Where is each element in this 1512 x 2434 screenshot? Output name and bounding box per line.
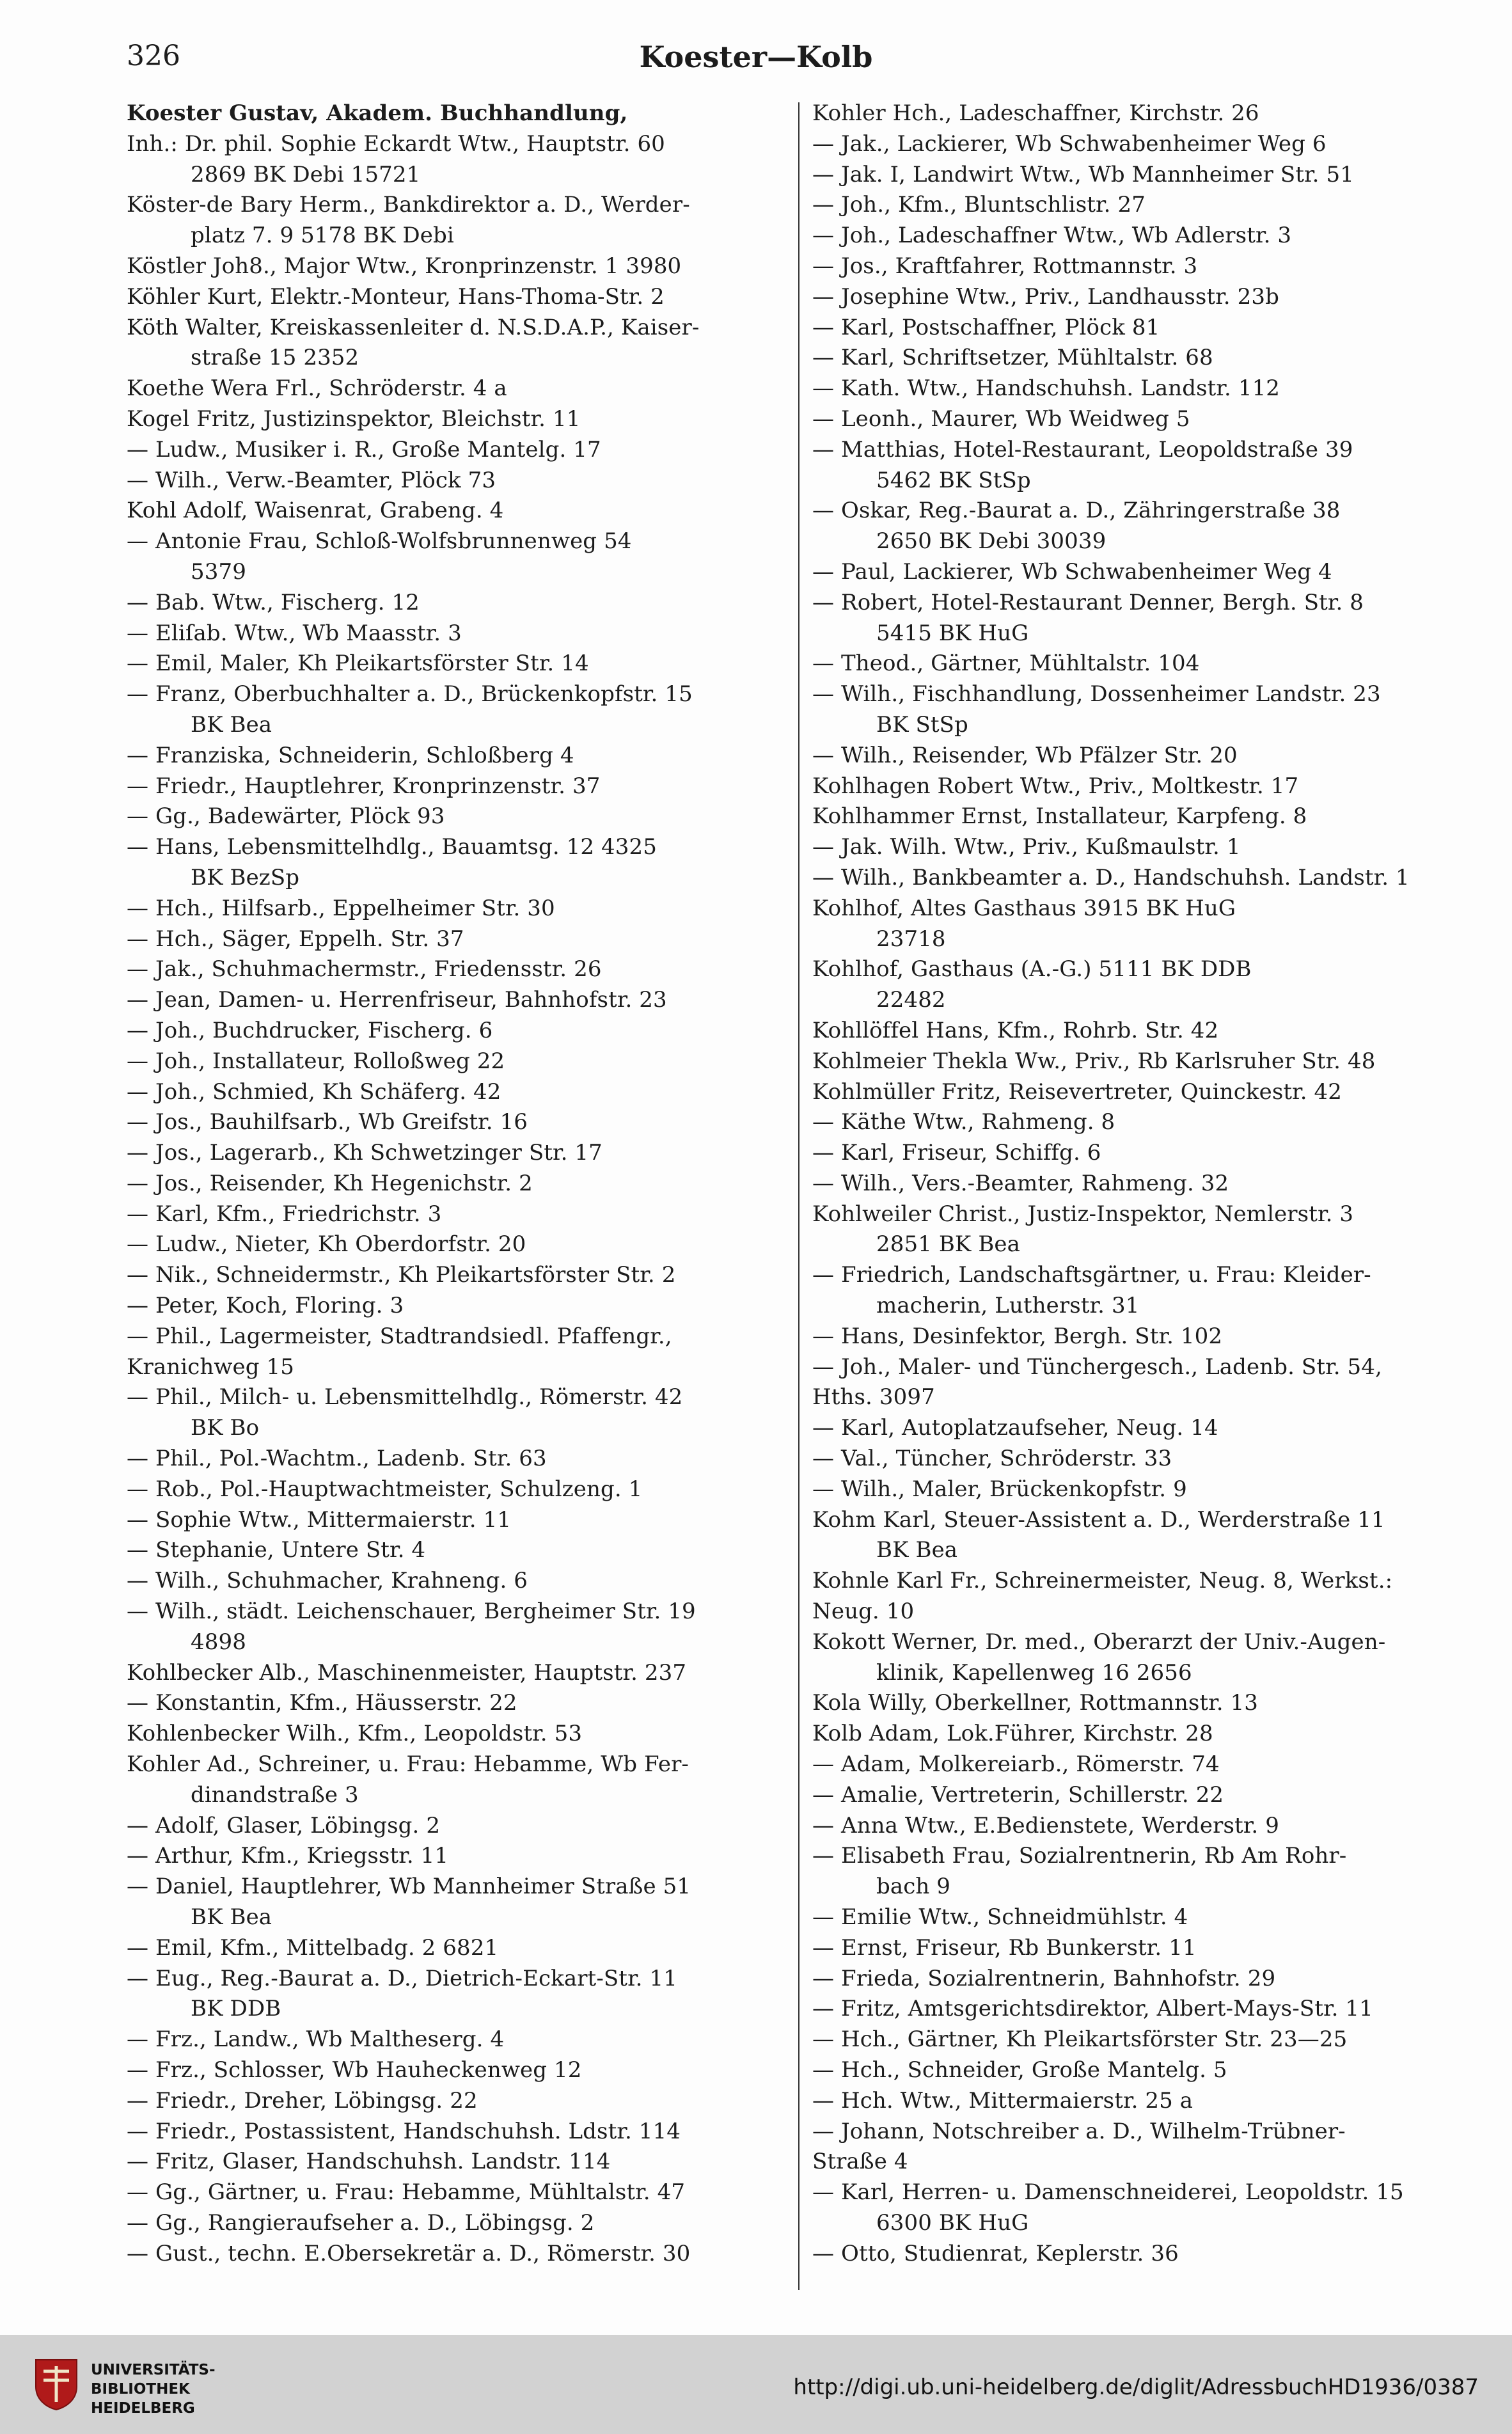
directory-entry-line: — Konstantin, Kfm., Häusserstr. 22 [127, 1690, 517, 1716]
directory-entry-line: — Karl, Friseur, Schiffg. 6 [812, 1140, 1101, 1166]
directory-entry-line: — Phil., Lagermeister, Stadtrandsiedl. Pfaffengr., [127, 1323, 672, 1349]
directory-entry-line: — Otto, Studienrat, Keplerstr. 36 [812, 2240, 1179, 2266]
directory-entry-line: — Jos., Reisender, Kh Hegenichstr. 2 [127, 1170, 533, 1196]
directory-entry-line: Kohlenbecker Wilh., Kfm., Leopoldstr. 53 [127, 1721, 583, 1747]
directory-entry-line: — Eliſab. Wtw., Wb Maasstr. 3 [127, 620, 462, 646]
directory-entry-line: BK Bea [876, 1537, 958, 1563]
directory-entry-line: — Jos., Lagerarb., Kh Schwetzinger Str. 17 [127, 1140, 602, 1166]
directory-entry-line: — Karl, Postschaffner, Plöck 81 [812, 314, 1160, 340]
directory-entry-line: — Hans, Desinfektor, Bergh. Str. 102 [812, 1323, 1223, 1349]
directory-entry-line: 5462 BK StSp [876, 467, 1031, 493]
directory-entry-line: — Gg., Rangieraufseher a. D., Löbingsg. 2 [127, 2209, 595, 2236]
directory-entry-line: — Jean, Damen- u. Herrenfriseur, Bahnhofstr. 23 [127, 987, 667, 1013]
directory-entry-line: dinandstraße 3 [191, 1782, 359, 1808]
directory-entry-line: — Leonh., Maurer, Wb Weidweg 5 [812, 406, 1190, 432]
directory-entry-line: — Jos., Bauhilfsarb., Wb Greifstr. 16 [127, 1109, 528, 1135]
directory-entry-line: — Wilh., Bankbeamter a. D., Handschuhsh. Landstr. 1 [812, 864, 1410, 890]
directory-entry-line: — Joh., Maler- und Tünchergesch., Ladenb. Str. 54, [812, 1354, 1382, 1380]
directory-entry-line: — Joh., Buchdrucker, Fischerg. 6 [127, 1017, 493, 1043]
page-number: 326 [127, 40, 180, 72]
directory-entry-line: Hths. 3097 [812, 1384, 935, 1411]
running-head: Koester—Kolb [639, 40, 873, 74]
directory-entry-line: — Hch. Wtw., Mittermaierstr. 25 a [812, 2087, 1193, 2114]
directory-entry-line: — Wilh., Fischhandlung, Dossenheimer Landstr. 23 [812, 681, 1381, 707]
directory-entry-line: — Nik., Schneidermstr., Kh Pleikartsförster Str. 2 [127, 1262, 676, 1288]
directory-entry-line: 2851 BK Bea [876, 1231, 1021, 1258]
footer-bar [0, 2335, 1512, 2434]
directory-entry-line: — Peter, Koch, Floring. 3 [127, 1293, 404, 1319]
directory-entry-line: 22482 [876, 987, 946, 1013]
directory-entry-line: 4898 [191, 1629, 246, 1655]
directory-entry-line: Köster-de Bary Herm., Bankdirektor a. D., Werder- [127, 192, 690, 218]
column-divider [798, 102, 799, 2290]
directory-entry-line: Koethe Wera Frl., Schröderstr. 4 a [127, 375, 507, 402]
directory-entry-line: — Karl, Herren- u. Damenschneiderei, Leopoldstr. 15 [812, 2179, 1404, 2206]
directory-entry-line: platz 7. 9 5178 BK Debi [191, 223, 454, 249]
directory-entry-line: Koester Gustav, Akadem. Buchhandlung, [127, 100, 628, 126]
directory-entry-line: — Jak. Wilh. Wtw., Priv., Kußmaulstr. 1 [812, 834, 1241, 860]
directory-entry-line: — Adolf, Glaser, Löbingsg. 2 [127, 1812, 441, 1838]
directory-entry-line: straße 15 2352 [191, 345, 359, 371]
directory-entry-line: — Franz, Oberbuchhalter a. D., Brückenkopfstr. 15 [127, 681, 693, 707]
directory-entry-line: — Wilh., Maler, Brückenkopfstr. 9 [812, 1476, 1187, 1502]
directory-entry-line: bach 9 [876, 1874, 951, 1900]
directory-entry-line: — Frz., Landw., Wb Maltheserg. 4 [127, 2027, 505, 2053]
university-seal-icon [33, 2357, 79, 2411]
directory-entry-line: — Jos., Kraftfahrer, Rottmannstr. 3 [812, 253, 1198, 279]
directory-entry-line: — Wilh., Schuhmacher, Krahneng. 6 [127, 1568, 528, 1594]
directory-entry-line: — Rob., Pol.-Hauptwachtmeister, Schulzeng. 1 [127, 1476, 643, 1502]
directory-entry-line: — Frieda, Sozialrentnerin, Bahnhofstr. 29 [812, 1965, 1276, 1991]
directory-entry-line: — Kath. Wtw., Handschuhsh. Landstr. 112 [812, 375, 1280, 402]
directory-entry-line: BK DDB [191, 1996, 281, 2022]
directory-entry-line: — Wilh., Vers.-Beamter, Rahmeng. 32 [812, 1170, 1229, 1196]
directory-entry-line: BK Bea [191, 711, 272, 738]
directory-entry-line: — Emil, Kfm., Mittelbadg. 2 6821 [127, 1934, 499, 1961]
directory-entry-line: — Amalie, Vertreterin, Schillerstr. 22 [812, 1782, 1224, 1808]
directory-entry-line: — Karl, Schriftsetzer, Mühltalstr. 68 [812, 345, 1213, 371]
directory-entry-line: — Hch., Gärtner, Kh Pleikartsförster Str. 23—25 [812, 2027, 1348, 2053]
directory-entry-line: Köstler Joh8., Major Wtw., Kronprinzenstr. 1 3980 [127, 253, 682, 279]
directory-entry-line: — Karl, Autoplatzaufseher, Neug. 14 [812, 1415, 1218, 1441]
source-url-link[interactable]: http://digi.ub.uni-heidelberg.de/diglit/AdressbuchHD1936/0387 [793, 2375, 1479, 2400]
directory-entry-line: — Jak., Schuhmachermstr., Friedensstr. 26 [127, 956, 602, 983]
directory-entry-line: Kohlbecker Alb., Maschinenmeister, Hauptstr. 237 [127, 1659, 687, 1686]
directory-entry-line: macherin, Lutherstr. 31 [876, 1293, 1140, 1319]
directory-entry-line: Straße 4 [812, 2149, 908, 2175]
directory-entry-line: — Antonie Frau, Schloß-Wolfsbrunnenweg 54 [127, 528, 632, 555]
directory-entry-line: BK BezSp [191, 864, 300, 890]
directory-entry-line: — Friedr., Hauptlehrer, Kronprinzenstr. 37 [127, 773, 601, 799]
directory-entry-line: Kolb Adam, Lok.Führer, Kirchstr. 28 [812, 1721, 1213, 1747]
directory-entry-line: 2650 BK Debi 30039 [876, 528, 1106, 555]
directory-entry-line: Inh.: Dr. phil. Sophie Eckardt Wtw., Hauptstr. 60 [127, 130, 665, 157]
directory-entry-line: Köth Walter, Kreiskassenleiter d. N.S.D.A.P., Kaiser- [127, 314, 700, 340]
directory-entry-line: — Wilh., Verw.-Beamter, Plöck 73 [127, 467, 496, 493]
directory-entry-line: — Frz., Schlosser, Wb Hauheckenweg 12 [127, 2057, 582, 2083]
directory-entry-line: — Jak. I, Landwirt Wtw., Wb Mannheimer Str. 51 [812, 161, 1354, 187]
directory-entry-line: — Wilh., städt. Leichenschauer, Bergheimer Str. 19 [127, 1599, 696, 1625]
directory-entry-line: Kola Willy, Oberkellner, Rottmannstr. 13 [812, 1690, 1259, 1716]
directory-entry-line: — Franziska, Schneiderin, Schloßberg 4 [127, 742, 574, 768]
directory-entry-line: 6300 BK HuG [876, 2209, 1029, 2236]
directory-entry-line: — Hch., Säger, Eppelh. Str. 37 [127, 926, 464, 952]
directory-entry-line: — Gg., Gärtner, u. Frau: Hebamme, Mühltalstr. 47 [127, 2179, 686, 2206]
institution-name [91, 2360, 216, 2418]
directory-entry-line: — Phil., Milch- u. Lebensmittelhdlg., Römerstr. 42 [127, 1384, 683, 1411]
directory-entry-line: — Wilh., Reisender, Wb Pfälzer Str. 20 [812, 742, 1238, 768]
directory-entry-line: — Hch., Schneider, Große Mantelg. 5 [812, 2057, 1227, 2083]
directory-entry-line: — Gg., Badewärter, Plöck 93 [127, 803, 445, 830]
directory-entry-line: Köhler Kurt, Elektr.-Monteur, Hans-Thoma-Str. 2 [127, 283, 665, 310]
directory-entry-line: 23718 [876, 926, 946, 952]
directory-entry-line: — Joh., Schmied, Kh Schäferg. 42 [127, 1079, 501, 1105]
directory-entry-line: — Joh., Kfm., Bluntschlistr. 27 [812, 192, 1146, 218]
directory-entry-line: Kohllöffel Hans, Kfm., Rohrb. Str. 42 [812, 1017, 1219, 1043]
directory-entry-line: — Käthe Wtw., Rahmeng. 8 [812, 1109, 1115, 1135]
directory-entry-line: Neug. 10 [812, 1599, 915, 1625]
directory-entry-line: BK Bea [191, 1904, 272, 1931]
directory-entry-line: 5379 [191, 558, 246, 585]
directory-entry-line: — Anna Wtw., E.Bedienstete, Werderstr. 9 [812, 1812, 1279, 1838]
directory-entry-line: — Robert, Hotel-Restaurant Denner, Bergh. Str. 8 [812, 589, 1364, 615]
directory-entry-line: — Adam, Molkereiarb., Römerstr. 74 [812, 1751, 1220, 1778]
directory-entry-line: Kohnle Karl Fr., Schreinermeister, Neug. 8, Werkst.: [812, 1568, 1393, 1594]
directory-entry-line: — Friedr., Dreher, Löbingsg. 22 [127, 2087, 478, 2114]
directory-entry-line: Kohlmüller Fritz, Reisevertreter, Quinckestr. 42 [812, 1079, 1343, 1105]
directory-entry-line: Kohlhof, Altes Gasthaus 3915 BK HuG [812, 895, 1236, 921]
directory-entry-line: — Matthias, Hotel-Restaurant, Leopoldstraße 39 [812, 436, 1353, 462]
directory-entry-line: — Stephanie, Untere Str. 4 [127, 1537, 426, 1563]
directory-entry-line: — Friedrich, Landschaftsgärtner, u. Frau: Kleider- [812, 1262, 1371, 1288]
directory-entry-line: Kohler Ad., Schreiner, u. Frau: Hebamme, Wb Fer- [127, 1751, 689, 1778]
directory-entry-line: Kohler Hch., Ladeschaffner, Kirchstr. 26 [812, 100, 1259, 126]
directory-entry-line: Kohlweiler Christ., Justiz-Inspektor, Nemlerstr. 3 [812, 1201, 1354, 1227]
institution-line: BIBLIOTHEK [91, 2381, 190, 2398]
directory-entry-line: — Jak., Lackierer, Wb Schwabenheimer Weg 6 [812, 130, 1327, 157]
directory-entry-line: Kohlhagen Robert Wtw., Priv., Moltkestr. 17 [812, 773, 1299, 799]
directory-entry-line: — Hch., Hilfsarb., Eppelheimer Str. 30 [127, 895, 555, 921]
directory-entry-line: — Theod., Gärtner, Mühltalstr. 104 [812, 651, 1200, 677]
directory-entry-line: Kohlmeier Thekla Ww., Priv., Rb Karlsruher Str. 48 [812, 1048, 1376, 1074]
directory-entry-line: — Elisabeth Frau, Sozialrentnerin, Rb Am Rohr- [812, 1843, 1347, 1869]
directory-entry-line: — Josephine Wtw., Priv., Landhausstr. 23b [812, 283, 1279, 310]
directory-entry-line: — Bab. Wtw., Fischerg. 12 [127, 589, 420, 615]
directory-entry-line: Kohl Adolf, Waisenrat, Grabeng. 4 [127, 498, 504, 524]
directory-entry-line: klinik, Kapellenweg 16 2656 [876, 1659, 1192, 1686]
directory-entry-line: 5415 BK HuG [876, 620, 1029, 646]
directory-entry-line: — Sophie Wtw., Mittermaierstr. 11 [127, 1506, 512, 1533]
directory-entry-line: — Arthur, Kfm., Kriegsstr. 11 [127, 1843, 449, 1869]
directory-entry-line: — Karl, Kfm., Friedrichstr. 3 [127, 1201, 442, 1227]
directory-entry-line: — Joh., Ladeschaffner Wtw., Wb Adlerstr. 3 [812, 223, 1292, 249]
directory-entry-line: BK StSp [876, 711, 968, 738]
directory-entry-line: — Emil, Maler, Kh Pleikartsförster Str. 14 [127, 651, 589, 677]
directory-entry-line: — Val., Tüncher, Schröderstr. 33 [812, 1446, 1172, 1472]
institution-line: UNIVERSITÄTS- [91, 2362, 216, 2378]
directory-entry-line: — Hans, Lebensmittelhdlg., Bauamtsg. 12 4325 [127, 834, 657, 860]
directory-entry-line: BK Bo [191, 1415, 260, 1441]
directory-entry-line: Kokott Werner, Dr. med., Oberarzt der Univ.-Augen- [812, 1629, 1386, 1655]
right-column [812, 99, 1481, 2270]
directory-entry-line: — Ludw., Nieter, Kh Oberdorfstr. 20 [127, 1231, 526, 1258]
directory-entry-line: 2869 BK Debi 15721 [191, 161, 421, 187]
directory-entry-line: — Daniel, Hauptlehrer, Wb Mannheimer Straße 51 [127, 1874, 691, 1900]
directory-entry-line: — Paul, Lackierer, Wb Schwabenheimer Weg 4 [812, 558, 1332, 585]
directory-entry-line: — Oskar, Reg.-Baurat a. D., Zähringerstraße 38 [812, 498, 1341, 524]
directory-entry-line: — Fritz, Amtsgerichtsdirektor, Albert-Mays-Str. 11 [812, 1996, 1373, 2022]
directory-entry-line: Kohlhof, Gasthaus (A.-G.) 5111 BK DDB [812, 956, 1252, 983]
directory-entry-line: — Ernst, Friseur, Rb Bunkerstr. 11 [812, 1934, 1197, 1961]
directory-entry-line: — Joh., Installateur, Rolloßweg 22 [127, 1048, 505, 1074]
directory-entry-line: — Ludw., Musiker i. R., Große Mantelg. 17 [127, 436, 601, 462]
directory-entry-line: Kohlhammer Ernst, Installateur, Karpfeng. 8 [812, 803, 1307, 830]
directory-entry-line: — Johann, Notschreiber a. D., Wilhelm-Trübner- [812, 2118, 1346, 2144]
left-column [127, 99, 795, 2270]
directory-entry-line: Kogel Fritz, Justizinspektor, Bleichstr. 11 [127, 406, 581, 432]
directory-entry-line: — Phil., Pol.-Wachtm., Ladenb. Str. 63 [127, 1446, 547, 1472]
directory-entry-line: — Fritz, Glaser, Handschuhsh. Landstr. 114 [127, 2149, 611, 2175]
directory-entry-line: Kranichweg 15 [127, 1354, 294, 1380]
institution-line: HEIDELBERG [91, 2400, 195, 2417]
directory-entry-line: Kohm Karl, Steuer-Assistent a. D., Werderstraße 11 [812, 1506, 1385, 1533]
directory-entry-line: — Gust., techn. E.Obersekretär a. D., Römerstr. 30 [127, 2240, 691, 2266]
directory-entry-line: — Eug., Reg.-Baurat a. D., Dietrich-Eckart-Str. 11 [127, 1965, 677, 1991]
directory-entry-line: — Emilie Wtw., Schneidmühlstr. 4 [812, 1904, 1188, 1931]
directory-entry-line: — Friedr., Postassistent, Handschuhsh. Ldstr. 114 [127, 2118, 681, 2144]
